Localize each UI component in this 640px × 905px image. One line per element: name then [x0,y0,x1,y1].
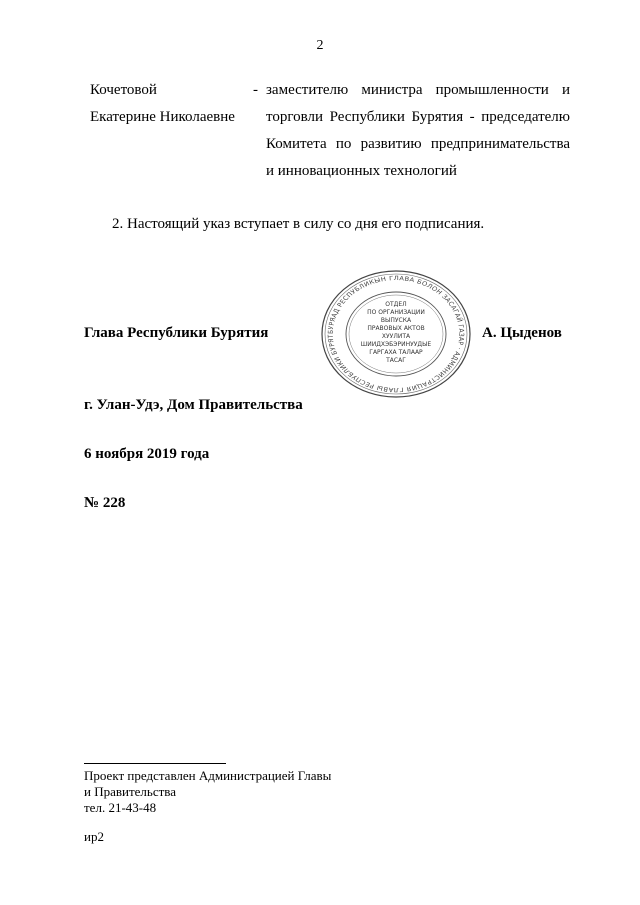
seal-ring-text: БУРЯАД РЕСПУБЛИКЫН ГЛАВА БОЛОН ЗАСАГАЙ ГАЗАР · АДМИНИСТРАЦИЯ ГЛАВЫ РЕСПУБЛИКИ БУРЯТ [326,274,466,394]
role-line: торговли Республики Бурятия - председателю [266,109,570,125]
seal-center-line: ОТДЕЛ [385,301,407,308]
seal-center-line: ШИИДХЭБЭРИНУУДЫЕ [360,341,432,348]
footer-line: и Правительства [84,784,177,799]
clause-paragraph: 2. Настоящий указ вступает в силу со дня его подписания. [112,216,485,232]
footer-code: ир2 [84,829,104,844]
footer-line: тел. 21-43-48 [84,800,157,815]
official-seal [318,268,474,400]
appointee-given-names: Екатерине Николаевне [90,109,235,125]
role-line: Комитета по развитию предпринимательства [266,136,570,152]
signatory-position: Глава Республики Бурятия [84,325,269,341]
footnote-divider [84,763,226,764]
role-line: заместителю министра промышленности и [266,82,570,98]
page-number: 2 [316,38,324,53]
appointee-surname: Кочетовой [90,82,157,98]
dash-separator: - [253,82,258,98]
seal-center-line: ПРАВОВЫХ АКТОВ [367,325,425,332]
seal-center-line: ТАСАГ [386,357,406,364]
place-of-signing: г. Улан-Удэ, Дом Правительства [84,397,303,413]
seal-center-line: ГАРГАХА ТАЛААР [369,349,423,356]
document-date: 6 ноября 2019 года [84,446,210,462]
role-line: и инновационных технологий [266,163,457,179]
seal-center-line: ПО ОРГАНИЗАЦИИ [367,309,425,316]
seal-center-line: ВЫПУСКА [380,317,412,324]
signatory-name: А. Цыденов [482,325,562,341]
seal-center-line: ХУУЛИТА [381,333,411,340]
document-number: № 228 [84,495,126,511]
footer-line: Проект представлен Администрацией Главы [84,768,332,783]
